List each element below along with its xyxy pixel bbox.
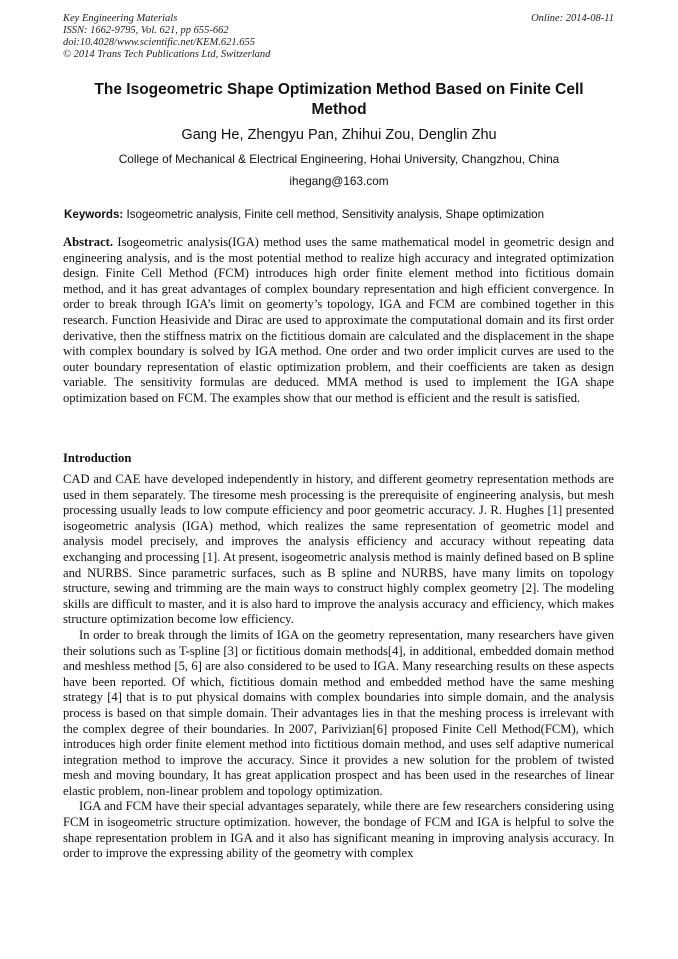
abstract-label: Abstract. [63,235,114,249]
keywords-line [64,208,624,221]
journal-name: Key Engineering Materials [63,13,178,24]
author-email: ihegang@163.com [289,174,389,188]
paper-title: The Isogeometric Shape Optimization Method Based on Finite Cell Method [94,81,584,118]
abstract-block [63,235,614,407]
keywords-text: Isogeometric analysis, Finite cell method, Sensitivity analysis, Shape optimization [126,208,545,221]
keywords-label: Keywords: [64,208,124,221]
intro-paragraph-3: IGA and FCM have their special advantages separately, while there are few researchers considering using FCM in isogeometric structure optimization. however, the bondage of FCM and IGA is helpful to solve the shape representation problem in IGA and it also has significant meaning in improving analysis accuracy. In order to improve the expressing ability of the geometry with complex [63,799,614,861]
online-date: Online: 2014-08-11 [531,13,614,24]
intro-paragraph-2: In order to break through the limits of IGA on the geometry representation, many researchers have given their solutions such as T-spline [3] or fictitious domain methods[4], in additional, embedded domain method and meshless method [5, 6] are also considered to be used to IGA. Many researching results on these aspects have been reported. Of which, fictitious domain method and embedded method have the same meshing strategy [4] that is to put physical domains with complex boundaries into simple domain, and the analysis process is based on that simple domain. Their advantages lies in that the meshing process is irrelevant with the complex degree of their boundaries. In 2007, Parivizian[6] proposed Finite Cell Method(FCM), which introduces high order finite element method into fictitious domain method, and uses self adaptive numerical integration method to improve the accuracy. Since it provides a new solution for the problem of twisted mesh and moving boundary, It has great application prospect and has been used in the researches of linear elastic problem, non-linear problem and topology optimization. [63,627,614,798]
abstract-text: Isogeometric analysis(IGA) method uses the same mathematical model in geometric design and engineering analysis, and is the most potential method to realize high accuracy and integrated optimization design. Finite Cell Method (FCM) introduces high order finite element method into fictitious domain method, and it has great advantages of complex boundary representation and high efficient convergence. In order to break through IGA’s limit on geomerty’s topology, IGA and FCM are combined together in this research. Function Heasivide and Dirac are used to approximate the computational domain and its first order derivative, then the stiffness matrix on the fictitious domain are calculated and the displacement in the shape with complex boundary is solved by IGA method. One order and two order implicit curves are used to the outer boundary representation of elastic optimization problem, and their coefficients are taken as design variable. The sensitivity formulas are deduced. MMA method is used to implement the IGA shape optimization based on FCM. The examples show that our method is efficient and the result is satisfied. [63,235,614,405]
issn-line: ISSN: 1662-9795, Vol. 621, pp 655-662 [63,25,229,36]
affiliation: College of Mechanical & Electrical Engineering, Hohai University, Changzhou, China [118,152,560,166]
section-heading-introduction: Introduction [63,451,132,465]
doi-line: doi:10.4028/www.scientific.net/KEM.621.655 [63,37,255,48]
author-list: Gang He, Zhengyu Pan, Zhihui Zou, Denglin Zhu [181,127,497,143]
introduction-body [63,472,614,862]
journal-header [63,13,270,61]
copyright-line: © 2014 Trans Tech Publications Ltd, Switzerland [63,49,271,60]
intro-paragraph-1: CAD and CAE have developed independently in history, and different geometry representation methods are used in them separately. The tiresome mesh processing is the prerequisite of engineering analysis, but mesh processing usually leads to low compute efficiency and poor geometric accuracy. J. R. Hughes [1] presented isogeometric analysis (IGA) method, which realizes the same representation of geometric model and analysis model precisely, and improves the analysis efficiency and accuracy without repeating data exchanging and processing [1]. At present, isogeometric analysis method is mainly defined based on B spline and NURBS. Since parametric surfaces, such as B spline and NURBS, have many limits on topology structure, sewing and trimming are the main ways to construct highly complex geometry [2]. The modeling skills are difficult to master, and it is also hard to improve the analysis accuracy and efficiency, which makes structure optimization become low efficiency. [63,472,614,627]
